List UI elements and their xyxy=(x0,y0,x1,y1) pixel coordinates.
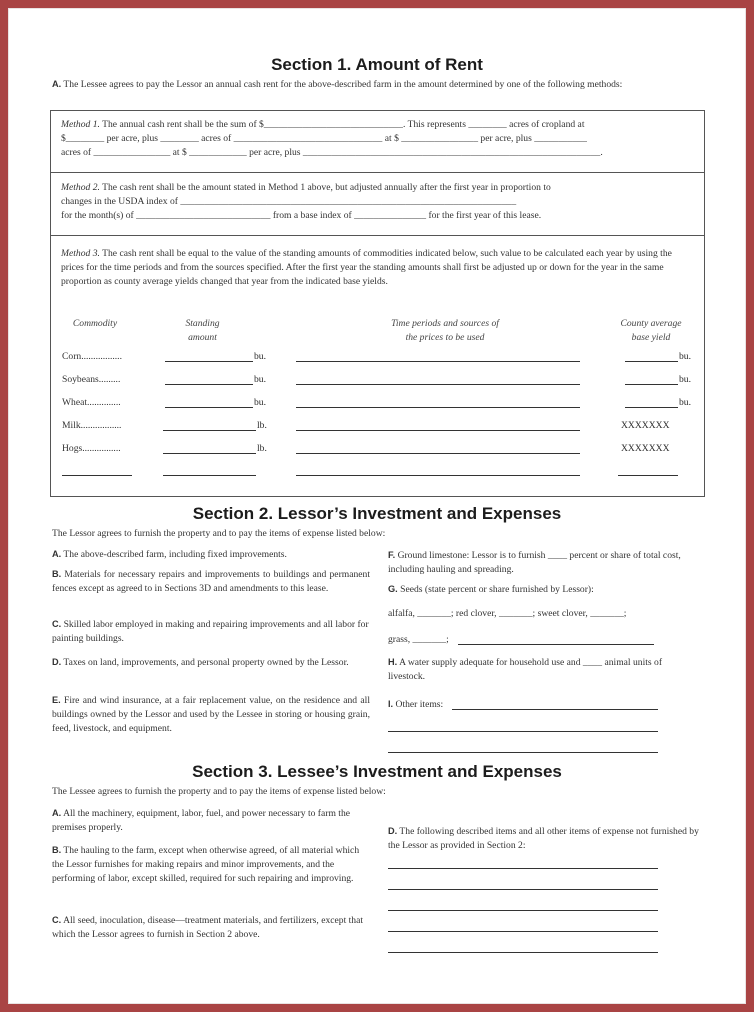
method2-line2[interactable]: changes in the USDA index of ______________________________________________________________________ xyxy=(61,196,517,207)
standing-unit: bu. xyxy=(254,374,266,385)
item-text: A water supply adequate for household use and ____ animal units of livestock. xyxy=(388,657,663,682)
col-header-time-1: Time periods and sources of xyxy=(391,318,499,329)
price-source-line[interactable] xyxy=(296,453,580,454)
item-text: All the machinery, equipment, labor, fuel, and power necessary to farm the premises properly. xyxy=(52,808,351,833)
seeds-extra-line[interactable] xyxy=(458,644,654,645)
base-yield-unit: bu. xyxy=(679,397,691,408)
base-yield-line[interactable] xyxy=(625,361,678,362)
method1-line1[interactable] xyxy=(61,118,584,132)
section3-item-d xyxy=(388,825,700,853)
other-items-line[interactable] xyxy=(388,752,658,753)
base-yield-line[interactable] xyxy=(625,384,678,385)
item-text: All seed, inoculation, disease—treatment materials, and fertilizers, except that which the Lessor agrees to furnish in Section 2 above. xyxy=(52,915,364,940)
method3-text xyxy=(61,247,697,288)
item-text: Fire and wind insurance, at a fair replacement value, on the residence and all buildings owned by the Lessor and used by the Lessee in storing or housing grain, feed, livestock, and equipment. xyxy=(52,695,370,734)
item-text: The hauling to the farm, except when otherwise agreed, of all material which the Lessor furnishes for making repairs and minor improvements, and the performing of labor, except skilled, required for such repairing and improving. xyxy=(52,845,360,884)
method2-line1-text: The cash rent shall be the amount stated in Method 1 above, but adjusted annually after the first year in proportion to xyxy=(102,182,551,193)
section3-d-line[interactable] xyxy=(388,910,658,911)
section2-item-e xyxy=(52,694,370,735)
standing-amount-line[interactable] xyxy=(163,453,256,454)
item-text: Materials for necessary repairs and improvements to buildings and permanent fences except as agreed to in Sections 3D and amendments to this lease. xyxy=(52,569,370,594)
section2-item-f[interactable] xyxy=(388,549,700,577)
method1-line3[interactable]: acres of ________________ at $ ____________ per acre, plus ______________________________________________________________. xyxy=(61,147,603,158)
standing-unit: lb. xyxy=(257,420,267,431)
section2-item-c xyxy=(52,618,370,646)
col-header-county-2: base yield xyxy=(631,331,671,343)
col-header-county-1: County average xyxy=(620,318,682,329)
other-items-line[interactable] xyxy=(388,731,658,732)
method1-line1-text: The annual cash rent shall be the sum of $_____________________________. This represents ________ acres of cropland at xyxy=(102,119,585,130)
base-yield-unit: bu. xyxy=(679,351,691,362)
commodity-name: Corn................. xyxy=(62,351,122,362)
item-text: The above-described farm, including fixed improvements. xyxy=(63,549,287,560)
section2-item-a xyxy=(52,548,370,562)
method2-label: Method 2. xyxy=(61,182,100,193)
section3-intro: The Lessee agrees to furnish the property and to pay the items of expense listed below: xyxy=(52,786,386,797)
item-label: B. xyxy=(52,845,62,855)
standing-amount-line[interactable] xyxy=(163,430,256,431)
standing-unit: bu. xyxy=(254,397,266,408)
commodity-name: Wheat.............. xyxy=(62,397,121,408)
section2-intro: The Lessor agrees to furnish the property and to pay the items of expense listed below: xyxy=(52,528,386,539)
item-label: C. xyxy=(52,915,62,925)
method3-label: Method 3. xyxy=(61,248,100,259)
item-label: G. xyxy=(388,584,398,594)
col-header-time-2: the prices to be used xyxy=(405,331,485,343)
price-source-line[interactable] xyxy=(296,384,580,385)
standing-amount-line[interactable] xyxy=(165,407,253,408)
section2-item-g xyxy=(388,583,700,597)
seeds-line-2[interactable]: grass, _______; xyxy=(388,634,449,645)
section2-item-i xyxy=(388,698,443,712)
item-label: A. xyxy=(52,808,62,818)
col-header-standing-2: amount xyxy=(188,331,217,343)
commodity-name: Hogs................ xyxy=(62,443,121,454)
price-source-line[interactable] xyxy=(296,361,580,362)
base-yield-line[interactable] xyxy=(625,407,678,408)
section3-d-line[interactable] xyxy=(388,931,658,932)
section2-title: Section 2. Lessor’s Investment and Expenses xyxy=(192,504,562,523)
col-header-county xyxy=(605,317,697,345)
price-source-line[interactable] xyxy=(296,475,580,476)
section2-item-d xyxy=(52,656,370,670)
item-text: Seeds (state percent or share furnished by Lessor): xyxy=(400,584,594,595)
section3-d-line[interactable] xyxy=(388,952,658,953)
section1-intro xyxy=(52,78,622,92)
price-source-line[interactable] xyxy=(296,430,580,431)
col-header-commodity: Commodity xyxy=(72,318,118,329)
seeds-line-1[interactable]: alfalfa, _______; red clover, _______; sweet clover, _______; xyxy=(388,608,627,619)
item-label: F. xyxy=(388,550,396,560)
col-header-standing-1: Standing xyxy=(185,318,220,329)
section3-item-c xyxy=(52,914,367,942)
method2-line3[interactable]: for the month(s) of ____________________________ from a base index of _______________ for the first year of this lease. xyxy=(61,210,542,221)
base-yield-line[interactable] xyxy=(618,475,678,476)
commodity-name: Milk................. xyxy=(62,420,122,431)
item-label: D. xyxy=(52,657,62,667)
item-label: I. xyxy=(388,699,394,709)
commodity-blank-line[interactable] xyxy=(62,475,132,476)
item-text: The following described items and all other items of expense not furnished by the Lessor as provided in Section 2: xyxy=(388,826,699,851)
item-text: Other items: xyxy=(395,699,444,710)
item-label: C. xyxy=(52,619,62,629)
standing-unit: lb. xyxy=(257,443,267,454)
item-text: Taxes on land, improvements, and personal property owned by the Lessor. xyxy=(63,657,349,668)
section2-item-b xyxy=(52,568,370,596)
standing-unit: bu. xyxy=(254,351,266,362)
other-items-line[interactable] xyxy=(452,709,658,710)
standing-amount-line[interactable] xyxy=(163,475,256,476)
col-header-standing xyxy=(160,317,245,345)
method1-line2[interactable]: $________ per acre, plus ________ acres of _______________________________ at $ ________________ per acre, plus ___________ xyxy=(61,133,587,144)
method2-line1 xyxy=(61,181,551,195)
base-yield-na: XXXXXXX xyxy=(621,443,670,454)
col-header-time xyxy=(340,317,550,345)
item-label: E. xyxy=(52,695,61,705)
item-label: H. xyxy=(388,657,398,667)
price-source-line[interactable] xyxy=(296,407,580,408)
section3-title: Section 3. Lessee’s Investment and Expenses xyxy=(192,762,562,781)
item-label: B. xyxy=(52,569,62,579)
standing-amount-line[interactable] xyxy=(165,361,253,362)
standing-amount-line[interactable] xyxy=(165,384,253,385)
commodity-name: Soybeans......... xyxy=(62,374,121,385)
section3-item-a xyxy=(52,807,352,835)
section1-title: Section 1. Amount of Rent xyxy=(271,55,483,74)
base-yield-na: XXXXXXX xyxy=(621,420,670,431)
section1-intro-label: A. xyxy=(52,79,62,89)
section3-d-line[interactable] xyxy=(388,889,658,890)
section3-item-b xyxy=(52,844,367,885)
item-label: D. xyxy=(388,826,398,836)
method1-label: Method 1. xyxy=(61,119,100,130)
item-label: A. xyxy=(52,549,62,559)
section1-intro-text: The Lessee agrees to pay the Lessor an annual cash rent for the above-described farm in the amount determined by one of the following methods: xyxy=(63,79,623,90)
method3-body: The cash rent shall be equal to the value of the standing amounts of commodities indicated below, such value to be calculated each year by using the prices for the time periods and from the sources specified. After the first year the standing amounts shall first be adjusted up or down for the year in the same proportion as county average yields changed that year from the indicated base yields. xyxy=(61,248,672,287)
section2-item-h[interactable] xyxy=(388,656,700,684)
item-text: Skilled labor employed in making and repairing improvements and all labor for painting buildings. xyxy=(52,619,369,644)
base-yield-unit: bu. xyxy=(679,374,691,385)
item-text: Ground limestone: Lessor is to furnish ____ percent or share of total cost, including hauling and spreading. xyxy=(388,550,681,575)
section3-d-line[interactable] xyxy=(388,868,658,869)
